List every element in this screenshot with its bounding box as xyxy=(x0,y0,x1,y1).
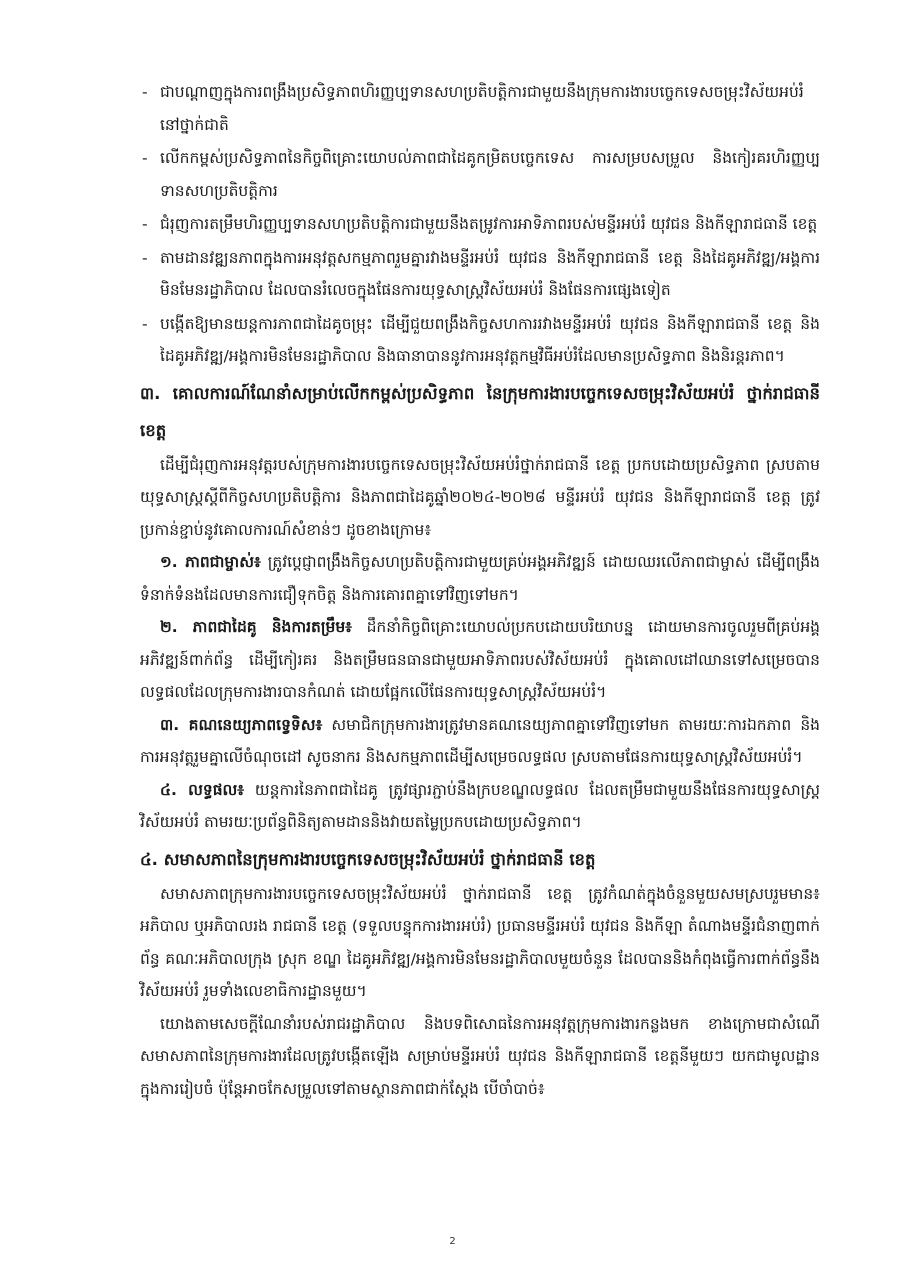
section-3-heading: ៣. គោលការណ៍ណែនាំសម្រាប់លើកកម្ពស់ប្រសិទ្ធភាព នៃក្រុមការងារបច្ចេកទេសចម្រុះវិស័យអប់រំ ថ្នាក់រាជធានី ខេត្ត xyxy=(140,383,820,440)
bullet-item xyxy=(140,208,820,241)
principle-title: ៣. គណនេយ្យភាពទ្វេទិស៖ xyxy=(160,715,323,734)
bullet-text: តាមដានវឌ្ឍនភាពក្នុងការអនុវត្តសកម្មភាពរួមគ្នារវាងមន្ទីរអប់រំ យុវជន និងកីឡារាជធានី ខេត្ត និងដៃគូអភិវឌ្ឍ/អង្គការមិនមែនរដ្ឋាភិបាល ដែលបានរំលេចក្នុងផែនការយុទ្ធសាស្ត្រវិស័យអប់រំ និងផែនការផ្សេងទៀត xyxy=(160,248,820,299)
principle-item xyxy=(140,709,820,774)
principle-item xyxy=(140,611,820,709)
dash-marker: - xyxy=(142,83,148,101)
bullet-item xyxy=(140,76,820,141)
principle-item xyxy=(140,774,820,839)
principle-text: យន្តការនៃភាពជាដៃគូ ត្រូវផ្សារភ្ជាប់នឹងក្របខណ្ឌលទ្ធផល ដែលតម្រឹមជាមួយនឹងផែនការយុទ្ធសាស្ត្រវិស័យអប់រំ តាមរយៈប្រព័ន្ធពិនិត្យតាមដាននិងវាយតម្លៃប្រកបដោយប្រសិទ្ធភាព។ xyxy=(140,780,821,831)
bullet-item xyxy=(140,142,820,207)
bullet-item xyxy=(140,242,820,307)
page-content xyxy=(140,76,820,1105)
bullet-item xyxy=(140,308,820,373)
bullet-text: បង្កើតឱ្យមានយន្តការភាពជាដៃគូចម្រុះ ដើម្បីជួយពង្រឹងកិច្ចសហការរវាងមន្ទីរអប់រំ យុវជន និងកីឡារាជធានី ខេត្ត និងដៃគូអភិវឌ្ឍ/អង្គការមិនមែនរដ្ឋាភិបាល និងធានាបាននូវការអនុវត្តកម្មវិធីអប់រំដែលមានប្រសិទ្ធភាព និងនិរន្តរភាព។ xyxy=(160,314,820,365)
section-3-intro: ដើម្បីជំរុញការអនុវត្តរបស់ក្រុមការងារបច្ចេកទេសចម្រុះវិស័យអប់រំថ្នាក់រាជធានី ខេត្ត ប្រកបដោយប្រសិទ្ធភាព ស្របតាមយុទ្ធសាស្ត្រស្ដីពីកិច្ចសហប្រតិបត្តិការ និងភាពជាដៃគូឆ្នាំ២០២៤-២០២៨ មន្ទីរអប់រំ យុវជន និងកីឡារាជធានី ខេត្ត ត្រូវប្រកាន់ខ្ជាប់នូវគោលការណ៍សំខាន់ៗ ដូចខាងក្រោម៖ xyxy=(140,455,820,539)
principle-text: ដឹកនាំកិច្ចពិគ្រោះយោបល់ប្រកបដោយបរិយាបន្ន ដោយមានការចូលរួមពីគ្រប់អង្គអភិវឌ្ឍន៍ពាក់ព័ន្ធ ដើម្បីកៀរគរ និងតម្រឹមធនធានជាមួយអាទិភាពរបស់វិស័យអប់រំ ក្នុងគោលដៅឈានទៅសម្រេចបានលទ្ធផលដែលក្រុមការងារបានកំណត់ ដោយផ្អែកលើផែនការយុទ្ធសាស្ត្រវិស័យអប់រំ។ xyxy=(140,618,820,701)
section-4-paragraph-1: សមាសភាពក្រុមការងារបច្ចេកទេសចម្រុះវិស័យអប់រំ ថ្នាក់រាជធានី ខេត្ត ត្រូវកំណត់ក្នុងចំនួនមួយសមស្របរួមមាន៖ អភិបាល ឬអភិបាលរង រាជធានី ខេត្ត (ទទួលបន្ទុកការងារអប់រំ) ប្រធានមន្ទីរអប់រំ យុវជន និងកីឡា តំណាងមន្ទីរជំនាញពាក់ព័ន្ធ គណៈអភិបាលក្រុង ស្រុក ខណ្ឌ ដៃគូអភិវឌ្ឍ/អង្គការមិនមែនរដ្ឋាភិបាលមួយចំនួន ដែលបាននិងកំពុងធ្វើការពាក់ព័ន្ធនឹងវិស័យអប់រំ រួមទាំងលេខាធិការដ្ឋានមួយ។ xyxy=(140,884,820,1000)
dash-marker: - xyxy=(142,248,148,267)
section-4-heading: ៤. សមាសភាពនៃក្រុមការងារបច្ចេកទេសចម្រុះវិស័យអប់រំ ថ្នាក់រាជធានី ខេត្ត xyxy=(140,849,596,869)
page-number: 2 xyxy=(449,1236,456,1247)
bullet-text: ជាបណ្ដាញក្នុងការពង្រឹងប្រសិទ្ធភាពហិរញ្ញប្បទានសហប្រតិបត្តិការជាមួយនឹងក្រុមការងារបច្ចេកទេសចម្រុះវិស័យអប់រំនៅថ្នាក់ជាតិ xyxy=(160,83,804,134)
dash-marker: - xyxy=(142,314,148,333)
section-4-paragraph-2: យោងតាមសេចក្ដីណែនាំរបស់រាជរដ្ឋាភិបាល និងបទពិសោធនៃការអនុវត្តក្រុមការងារកន្លងមក ខាងក្រោមជាសំណើសមាសភាពនៃក្រុមការងារដែលត្រូវបង្កើតឡើង សម្រាប់មន្ទីរអប់រំ យុវជន និងកីឡារាជធានី ខេត្តនីមួយៗ យកជាមូលដ្ឋានក្នុងការរៀបចំ ប៉ុន្តែអាចកែសម្រួលទៅតាមស្ថានភាពជាក់ស្ដែង បើចាំបាច់៖ xyxy=(140,1014,820,1098)
principle-title: ២. ភាពជាដៃគូ និងការតម្រឹម៖ xyxy=(160,618,352,636)
principle-title: ៤. លទ្ធផល៖ xyxy=(160,780,245,799)
principle-text: សមាជិកក្រុមការងារត្រូវមានគណនេយ្យភាពគ្នាទៅវិញទៅមក តាមរយៈការឯកភាព និងការអនុវត្តរួមគ្នាលើចំណុចដៅ សូចនាករ និងសកម្មភាពដើម្បីសម្រេចលទ្ធផល ស្របតាមផែនការយុទ្ធសាស្ត្រវិស័យអប់រំ។ xyxy=(140,715,820,766)
bullet-text: លើកកម្ពស់ប្រសិទ្ធភាពនៃកិច្ចពិគ្រោះយោបល់ភាពជាដៃគូកម្រិតបច្ចេកទេស ការសម្របសម្រួល និងកៀរគរហិរញ្ញប្បទានសហប្រតិបត្តិការ xyxy=(160,149,820,200)
principle-text: ត្រូវប្ដេជ្ញាពង្រឹងកិច្ចសហប្រតិបត្តិការជាមួយគ្រប់អង្គអភិវឌ្ឍន៍ ដោយឈរលើភាពជាម្ចាស់ ដើម្បីពង្រឹងទំនាក់ទំនងដែលមានការជឿទុកចិត្ត និងការគោរពគ្នាទៅវិញទៅមក។ xyxy=(140,553,820,604)
dash-marker: - xyxy=(142,215,148,233)
dash-marker: - xyxy=(142,149,148,167)
bullet-text: ជំរុញការតម្រឹមហិរញ្ញប្បទានសហប្រតិបត្តិការជាមួយនឹងតម្រូវការអាទិភាពរបស់មន្ទីរអប់រំ យុវជន និងកីឡារាជធានី ខេត្ត xyxy=(160,215,818,233)
principle-item xyxy=(140,546,820,611)
principle-title: ១. ភាពជាម្ចាស់៖ xyxy=(160,553,261,571)
